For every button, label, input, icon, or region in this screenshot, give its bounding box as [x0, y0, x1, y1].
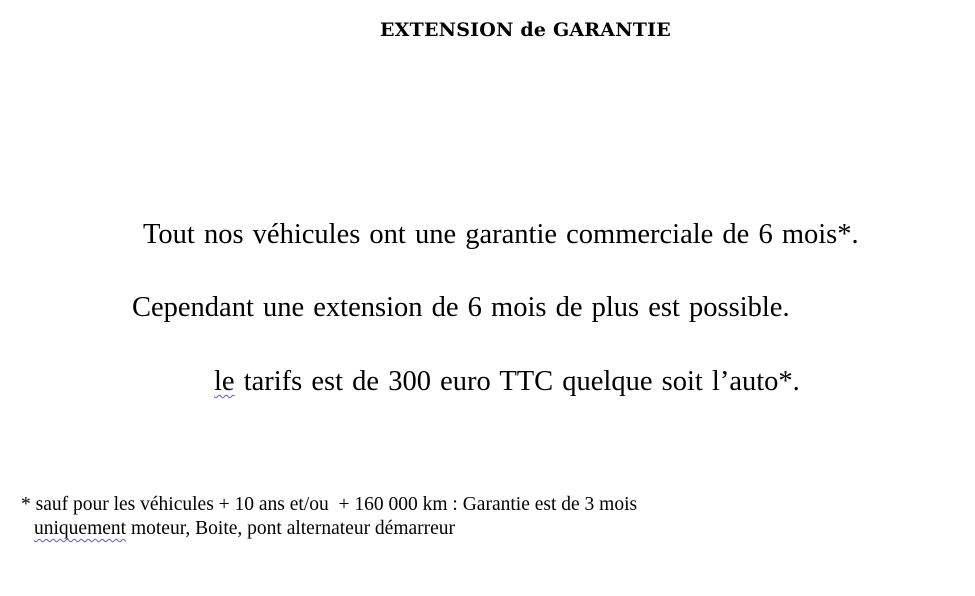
body-line-price	[214, 366, 800, 398]
body-line-price-text: tarifs est de 300 euro TTC quelque soit l’auto*.	[243, 366, 800, 397]
footnote-line-1: * sauf pour les véhicules + 10 ans et/ou + 160 000 km : Garantie est de 3 mois	[21, 494, 638, 515]
body-line-extension: Cependant une extension de 6 mois de plus est possible.	[132, 292, 790, 323]
footnote-line-2	[34, 518, 455, 540]
footnote-line-2-text: moteur, Boite, pont alternateur démarreur	[126, 518, 456, 539]
body-line-warranty: Tout nos véhicules ont une garantie commerciale de 6 mois*.	[143, 219, 859, 250]
spellcheck-flagged-word: le	[214, 366, 235, 397]
spellcheck-flagged-word-footnote: uniquement	[34, 518, 127, 539]
document-title: EXTENSION de GARANTIE	[380, 19, 671, 41]
